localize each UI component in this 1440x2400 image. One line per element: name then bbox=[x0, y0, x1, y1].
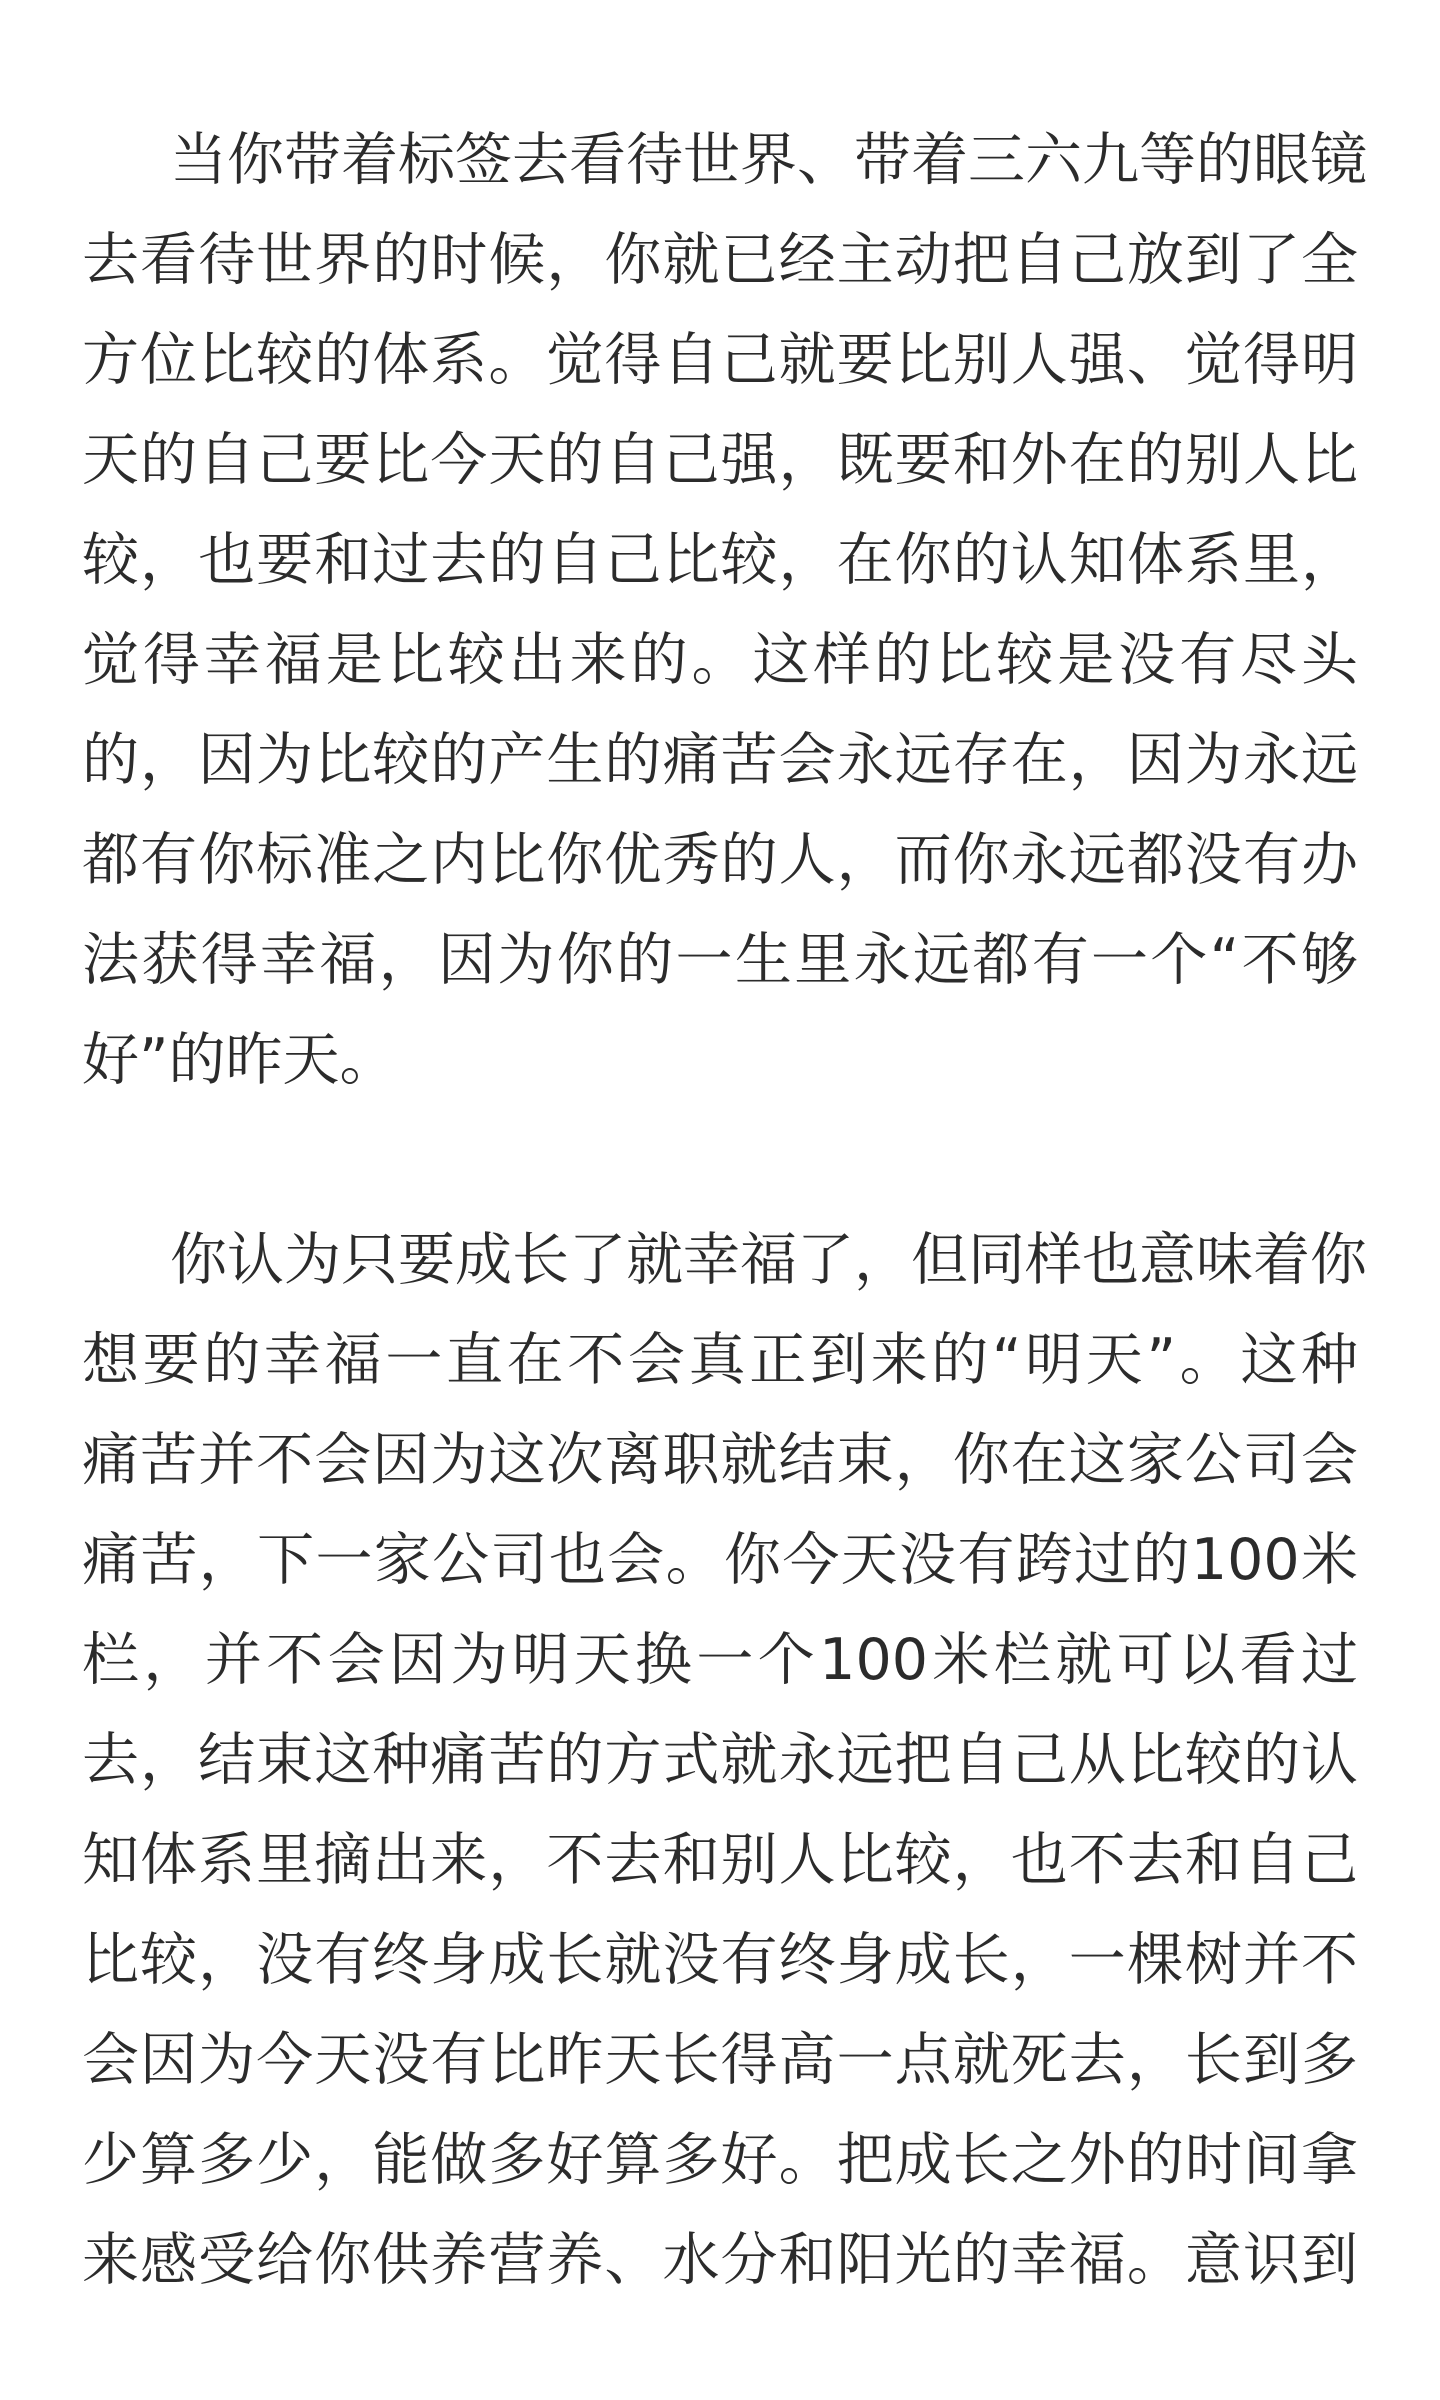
text-line: 去，结束这种痛苦的方式就永远把自己从比较的认 bbox=[82, 1727, 1358, 1793]
text-line: 来感受给你供养营养、水分和阳光的幸福。意识到 bbox=[82, 2227, 1358, 2293]
text-line: 少算多少，能做多好算多好。把成长之外的时间拿 bbox=[82, 2127, 1358, 2193]
text-line: 都有你标准之内比你优秀的人，而你永远都没有办 bbox=[82, 827, 1358, 893]
text-line: 觉得幸福是比较出来的。这样的比较是没有尽头 bbox=[82, 627, 1358, 693]
text-line: 当你带着标签去看待世界、带着三六九等的眼镜 bbox=[170, 127, 1367, 193]
text-line: 你认为只要成长了就幸福了，但同样也意味着你 bbox=[170, 1227, 1367, 1293]
text-line: 法获得幸福，因为你的一生里永远都有一个“不够 bbox=[82, 927, 1358, 993]
text-line: 比较，没有终身成长就没有终身成长，一棵树并不 bbox=[82, 1927, 1358, 1993]
text-line: 痛苦并不会因为这次离职就结束，你在这家公司会 bbox=[82, 1427, 1358, 1493]
text-line: 好”的昨天。 bbox=[82, 1027, 397, 1093]
text-line: 栏，并不会因为明天换一个100米栏就可以看过 bbox=[82, 1627, 1358, 1693]
text-line: 想要的幸福一直在不会真正到来的“明天”。这种 bbox=[82, 1327, 1358, 1393]
paragraph-1 bbox=[82, 0, 1367, 1110]
text-line: 较，也要和过去的自己比较，在你的认知体系里， bbox=[82, 527, 1358, 593]
paragraph-spacer bbox=[82, 1110, 1358, 1210]
text-line: 去看待世界的时候，你就已经主动把自己放到了全 bbox=[82, 227, 1358, 293]
text-line: 方位比较的体系。觉得自己就要比别人强、觉得明 bbox=[82, 327, 1358, 393]
text-line: 痛苦，下一家公司也会。你今天没有跨过的100米 bbox=[82, 1527, 1358, 1593]
text-line: 天的自己要比今天的自己强，既要和外在的别人比 bbox=[82, 427, 1358, 493]
paragraph-2 bbox=[82, 1210, 1367, 2310]
text-line: 会因为今天没有比昨天长得高一点就死去，长到多 bbox=[82, 2027, 1358, 2093]
text-line: 的，因为比较的产生的痛苦会永远存在，因为永远 bbox=[82, 727, 1358, 793]
text-line: 知体系里摘出来，不去和别人比较，也不去和自己 bbox=[82, 1827, 1358, 1893]
article-body bbox=[82, 0, 1367, 2310]
